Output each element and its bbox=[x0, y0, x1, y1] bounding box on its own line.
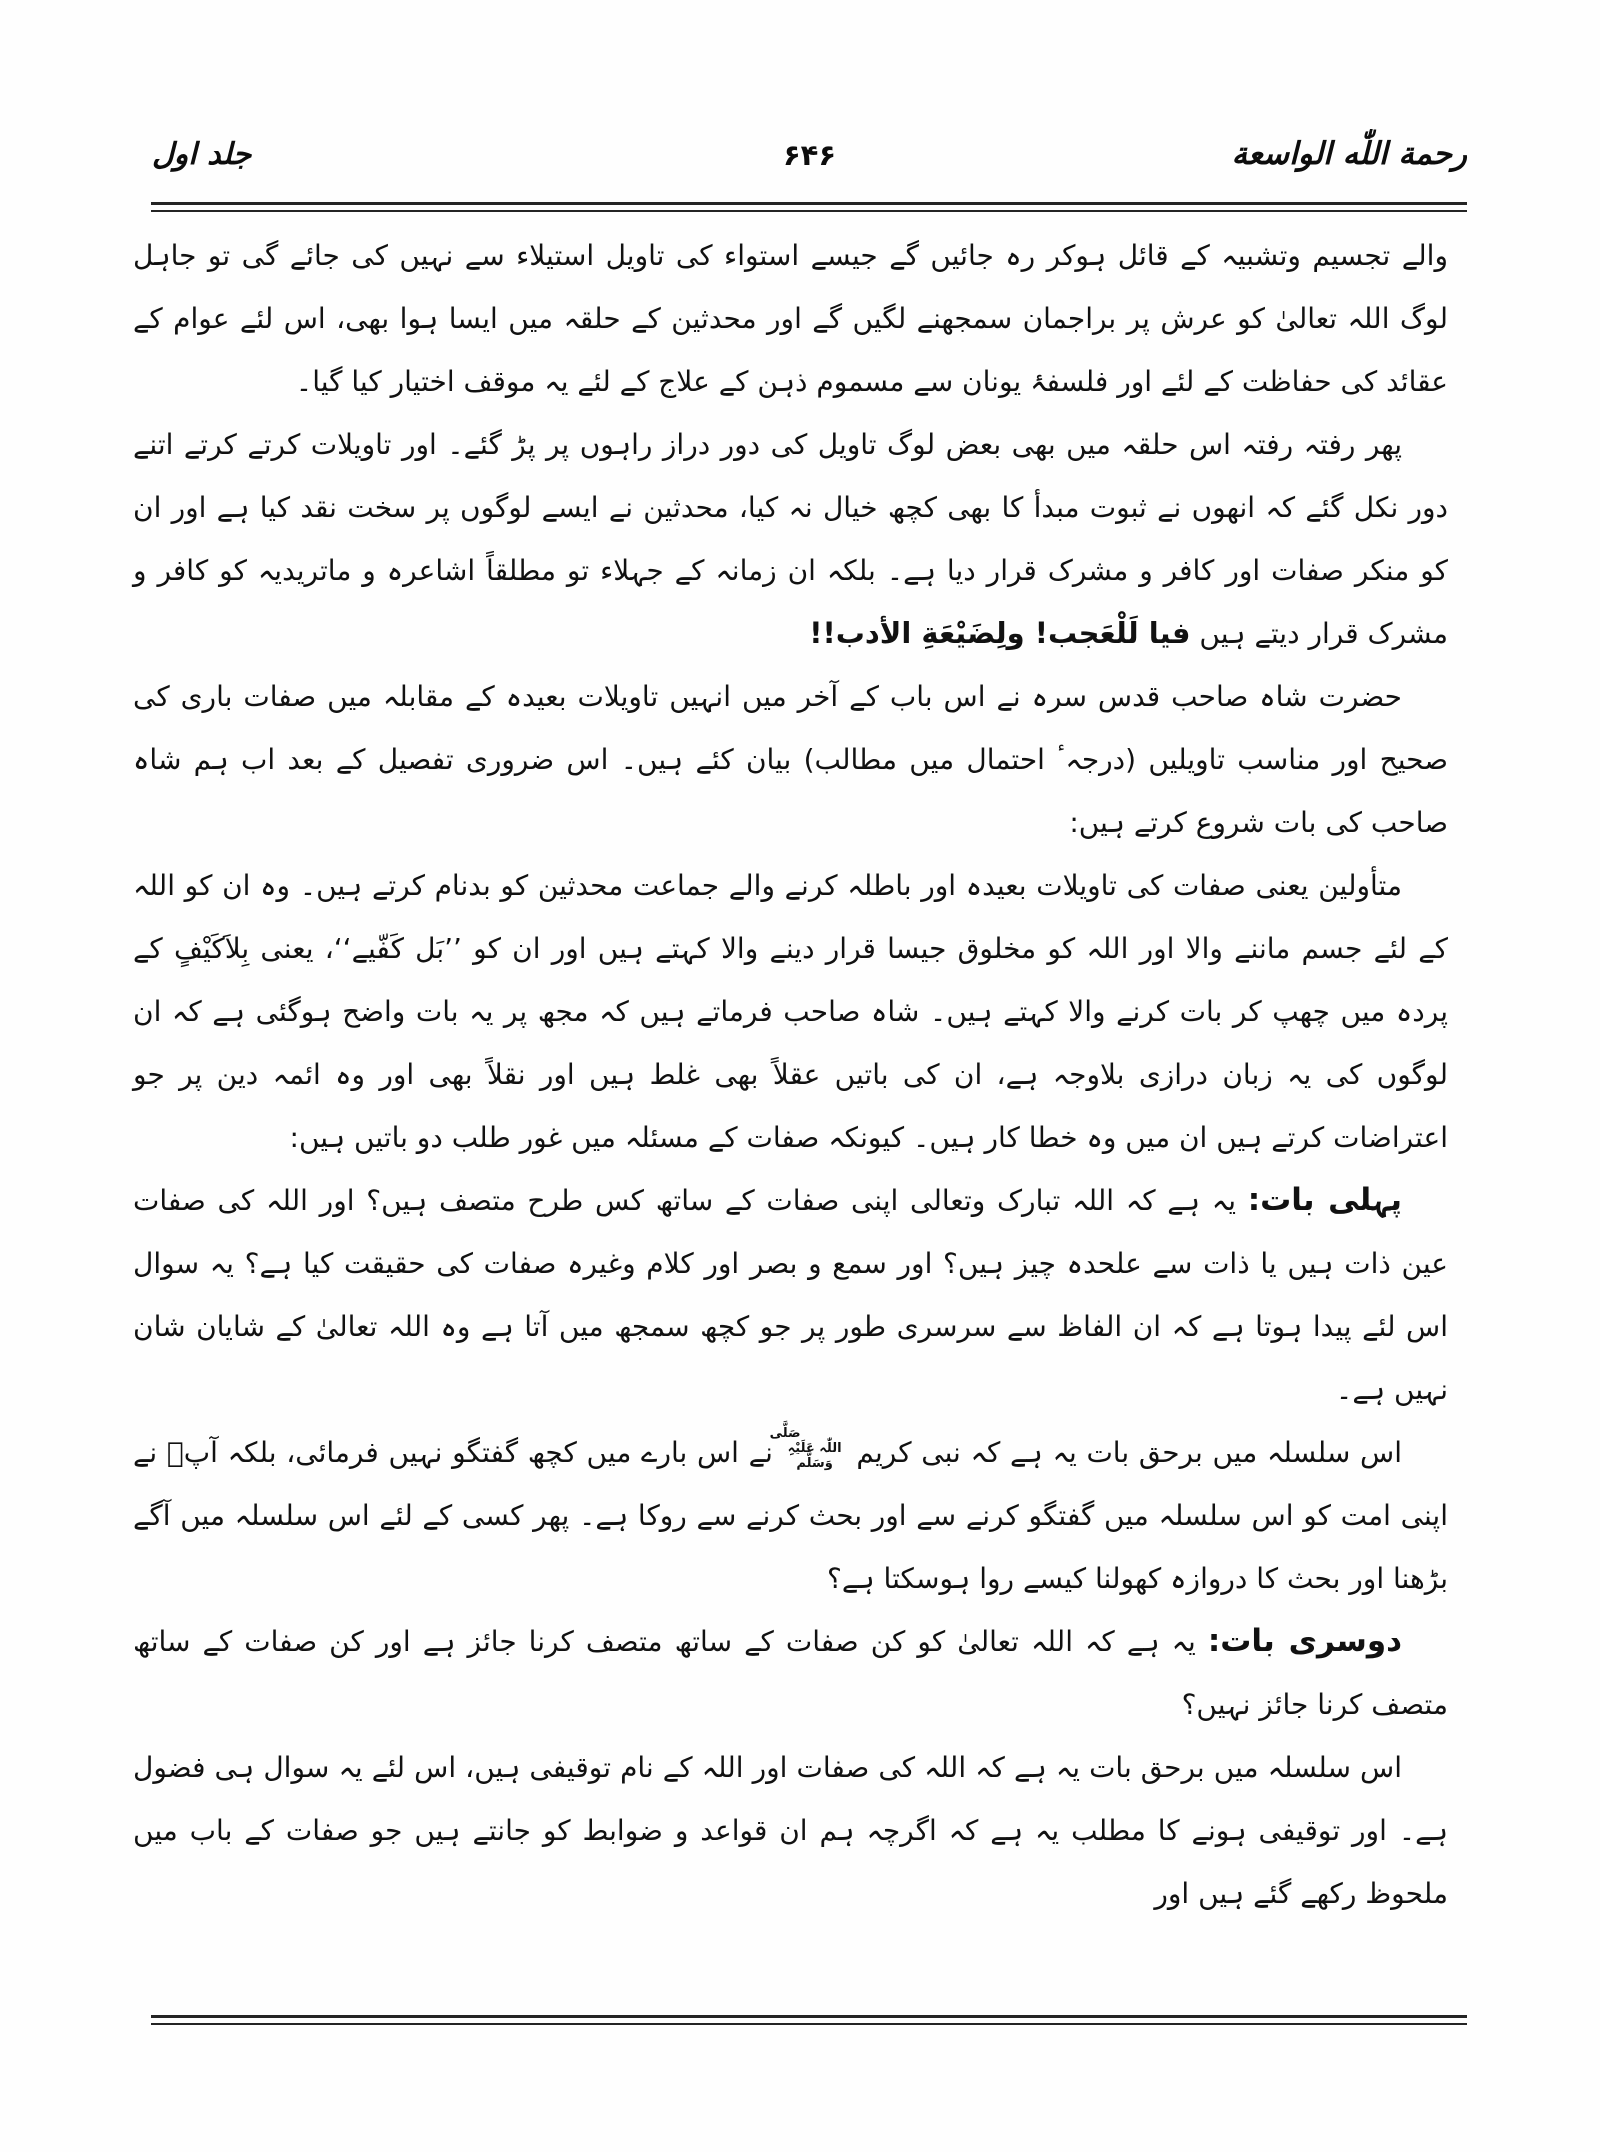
text-segment: اس سلسلہ میں برحق بات یہ ہے کہ اللہ کی صفات اور اللہ کے نام توقیفی ہیں، اس لئے یہ سوال ہی فضول ہے۔ اور توقیفی ہونے کا مطلب یہ ہے کہ اگرچہ ہم ان قواعد و ضوابط کو جانتے ہیں جو صفات کے باب میں ملحوظ رکھے گئے ہیں اور bbox=[133, 1751, 1448, 1910]
paragraph bbox=[133, 1421, 1448, 1610]
paragraph bbox=[133, 1610, 1448, 1736]
paragraph bbox=[133, 1736, 1448, 1925]
header-divider-rule bbox=[151, 202, 1467, 212]
paragraph bbox=[133, 224, 1448, 413]
page-header bbox=[152, 112, 1467, 172]
footer-divider-rule bbox=[151, 2015, 1467, 2025]
paragraph bbox=[133, 854, 1448, 1169]
section-label: پہلی بات: bbox=[1247, 1182, 1402, 1218]
book-title: رحمة اللّٰه الواسعة bbox=[1231, 136, 1467, 172]
text-segment: حضرت شاہ صاحب قدس سرہ نے اس باب کے آخر میں انہیں تاویلات بعیدہ کے مقابلہ میں صفات باری کی صحیح اور مناسب تاویلیں (درجہٴ احتمال میں مطالب) بیان کئے ہیں۔ اس ضروری تفصیل کے بعد اب ہم شاہ صاحب کی بات شروع کرتے ہیں: bbox=[133, 680, 1448, 839]
paragraph bbox=[133, 1169, 1448, 1421]
text-segment: فیا لَلْعَجب! ولِضَیْعَةِ الأدب!! bbox=[809, 616, 1191, 650]
text-segment: متأولین یعنی صفات کی تاویلات بعیدہ اور باطلہ کرنے والے جماعت محدثین کو بدنام کرتے ہیں۔ وہ ان کو اللہ کے لئے جسم ماننے والا اور اللہ کو مخلوق جیسا قرار دینے والا کہتے ہیں اور ان کو ’’بَل کَفّیے‘‘، یعنی بِلاَکَیْفٍ کے پردہ میں چھپ کر بات کرنے والا کہتے ہیں۔ شاہ صاحب فرماتے ہیں کہ مجھ پر یہ بات واضح ہوگئی ہے کہ ان لوگوں کی یہ زبان درازی بلاوجہ ہے، ان کی باتیں عقلاً بھی غلط ہیں اور نقلاً بھی اور وہ ائمہ دین پر جو اعتراضات کرتے ہیں ان میں وہ خطا کار ہیں۔ کیونکہ صفات کے مسئلہ میں غور طلب دو باتیں ہیں: bbox=[133, 869, 1448, 1154]
paragraph bbox=[133, 413, 1448, 665]
section-label: دوسری بات: bbox=[1207, 1623, 1402, 1659]
page-number: ۶۴۶ bbox=[782, 138, 837, 172]
volume-label: جلد اول bbox=[152, 137, 252, 172]
text-segment: اس سلسلہ میں برحق بات یہ ہے کہ نبی کریم bbox=[846, 1436, 1403, 1469]
body-text bbox=[133, 224, 1448, 1925]
text-segment: یہ ہے کہ اللہ تبارک وتعالی اپنی صفات کے ساتھ کس طرح متصف ہیں؟ اور اللہ کی صفات عین ذات ہیں یا ذات سے علحدہ چیز ہیں؟ اور سمع و بصر اور کلام وغیرہ صفات کی حقیقت کیا ہے؟ یہ سوال اس لئے پیدا ہوتا ہے کہ ان الفاظ سے سرسری طور پر جو کچھ سمجھ میں آتا ہے وہ اللہ تعالیٰ کے شایان شان نہیں ہے۔ bbox=[133, 1184, 1448, 1406]
text-segment: والے تجسیم وتشبیہ کے قائل ہوکر رہ جائیں گے جیسے استواء کی تاویل استیلاء سے نہیں کی جائے گی تو جاہل لوگ اللہ تعالیٰ کو عرش پر براجمان سمجھنے لگیں گے اور محدثین کے حلقہ میں ایسا ہوا بھی، اس لئے عوام کے عقائد کی حفاظت کے لئے اور فلسفۂ یونان سے مسموم ذہن کے علاج کے لئے یہ موقف اختیار کیا گیا۔ bbox=[133, 239, 1448, 398]
text-segment: نے اس بارے میں کچھ گفتگو نہیں فرمائی، بلکہ آپؐ نے اپنی امت کو اس سلسلہ میں گفتگو کرنے سے اور بحث کرنے سے روکا ہے۔ پھر کسی کے لئے اس سلسلہ میں آگے بڑھنا اور بحث کا دروازہ کھولنا کیسے روا ہوسکتا ہے؟ bbox=[133, 1436, 1448, 1595]
paragraph bbox=[133, 665, 1448, 854]
text-segment: پھر رفتہ رفتہ اس حلقہ میں بھی بعض لوگ تاویل کی دور دراز راہوں پر پڑ گئے۔ اور تاویلات کرتے کرتے اتنے دور نکل گئے کہ انھوں نے ثبوت مبدأ کا بھی کچھ خیال نہ کیا، محدثین نے ایسے لوگوں پر سخت نقد کیا ہے اور ان کو منکر صفات اور کافر و مشرک قرار دیا ہے۔ بلکہ ان زمانہ کے جہلاء تو مطلقاً اشاعرہ و ماتریدیہ کو کافر و مشرک قرار دیتے ہیں bbox=[133, 428, 1448, 650]
honorific-mark: صَلَّی اللّٰہ عَلَیْہِ وَسَلَّم bbox=[769, 1425, 842, 1471]
text-segment: یہ ہے کہ اللہ تعالیٰ کو کن صفات کے ساتھ متصف کرنا جائز ہے اور کن صفات کے ساتھ متصف کرنا جائز نہیں؟ bbox=[133, 1625, 1448, 1721]
